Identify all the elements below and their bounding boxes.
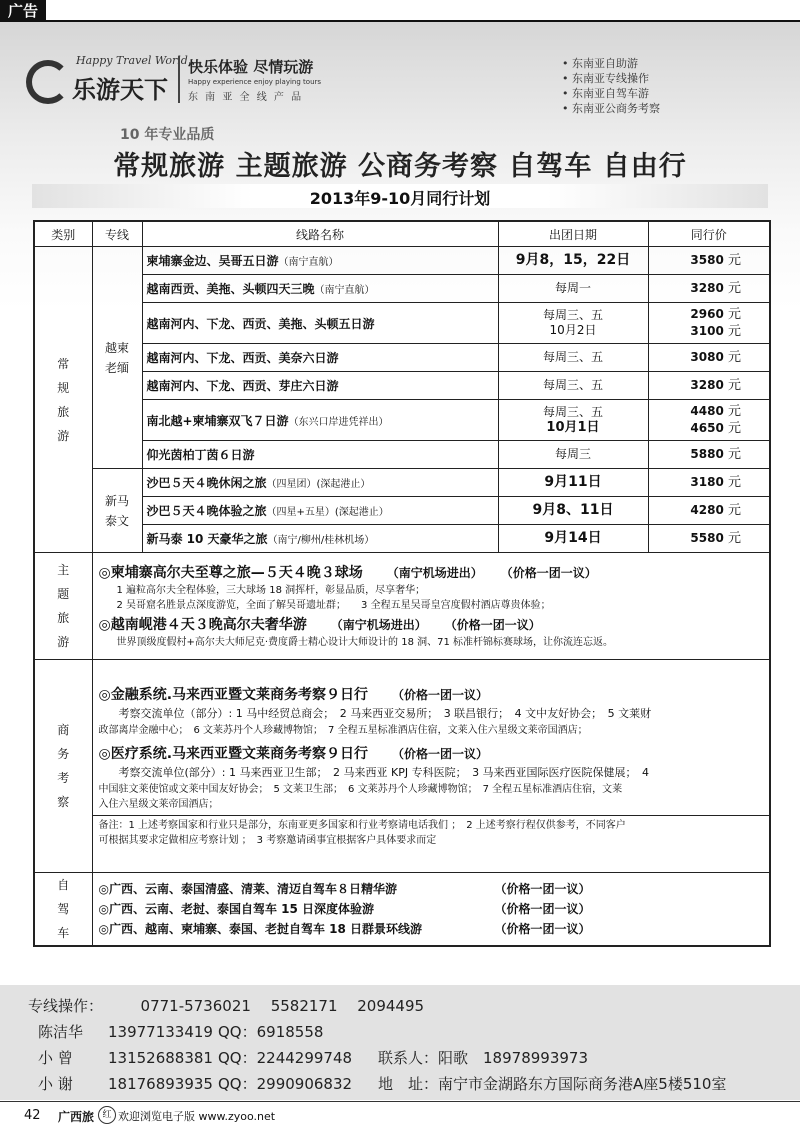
ops-phones: 专线操作： 0771-5736021 5582171 2094495 [28, 997, 425, 1015]
list-item: • 东南亚自助游 [562, 56, 660, 71]
table-row [34, 660, 770, 873]
table-header-row [34, 221, 770, 247]
route-price: 3280 元 [648, 372, 770, 400]
route-date: 每周三、五 [498, 344, 648, 372]
route-price: 3580 元 [648, 247, 770, 275]
route-date: 每周一 [498, 275, 648, 303]
package-detail: 考察交流单位（部分）: 1 马中经贸总商会； 2 马来西亚交易所； 3 联昌银行； 4 文中友好协会； 5 文莱财 [118, 706, 652, 720]
package-detail: 世界顶级度假村+高尔夫大师尼克·费度爵士精心设计大师设计的 18 洞、71 标准杆锦标赛球场，让你流连忘返。 [116, 636, 614, 648]
package-title: ◎医疗系统.马来西亚暨文莱商务考察９日行 （价格一团一议） [98, 745, 489, 762]
route-price: 2960 元 3100 元 [648, 303, 770, 344]
route-date: 9月14日 [498, 525, 648, 553]
route-name: 越南河内、下龙、西贡、芽庄六日游 [142, 372, 498, 400]
slogan-block [178, 56, 321, 103]
footer-brand: 广西旅 [58, 1110, 95, 1124]
package-detail: 1 遍粒高尔夫全程体验，三大球场 18 洞挥杆，彰显品质，尽享奢华； [116, 584, 426, 596]
lane-label: 越柬老缅 [104, 340, 129, 375]
route-name: 沙巴５天４晚体验之旅（四星+五星）(深起港止） [142, 497, 498, 525]
table-row [34, 873, 770, 947]
footer-rule [0, 1101, 800, 1102]
slogan: 快乐体验 尽情玩游 [188, 58, 314, 76]
package-detail: 中国驻文莱使馆或文莱中国友好协会； 5 文莱卫生部； 6 文莱苏丹个人珍藏博物馆； 7 全程五星标准酒店住宿，文莱 [98, 783, 623, 795]
route-name: 越南西贡、美拖、头顿四天三晚（南宁直航） [142, 275, 498, 303]
table-row [34, 275, 770, 303]
category-regular [34, 247, 92, 553]
contact-panel [0, 985, 800, 1100]
package-detail: 考察交流单位(部分）: 1 马来西亚卫生部； 2 马来西亚 KPJ 专科医院； 3 马来西亚国际医疗医院保健展； 4 [118, 765, 650, 779]
route-date: 每周三 [498, 441, 648, 469]
wave-logo-icon [26, 60, 70, 104]
route-name: 沙巴５天４晚休闲之旅（四星团）(深起港止） [142, 469, 498, 497]
list-item: ◎广西、云南、泰国清盛、清莱、清迈自驾车８日精华游 （价格一团一议） [98, 882, 591, 896]
category-business [34, 660, 92, 873]
drive-packages [92, 873, 770, 947]
col-price: 同行价 [648, 221, 770, 247]
col-route: 线路名称 [142, 221, 498, 247]
contact-row: 小 谢 18176893935 QQ：2990906832 地 址：南宁市金湖路东方国际商务港A座5楼510室 [38, 1075, 727, 1093]
headline: 常规旅游 主题旅游 公商务考察 自驾车 自由行 [113, 151, 687, 182]
route-date: 9月8，15，22日 [498, 247, 648, 275]
route-name: 柬埔寨金边、吴哥五日游（南宁直航） [142, 247, 498, 275]
contact-row: 陈洁华 13977133419 QQ：6918558 [38, 1023, 324, 1041]
category-label: 商务考察 [57, 723, 70, 809]
route-date: 每周三、五 10月1日 [498, 400, 648, 441]
table-row [34, 441, 770, 469]
tour-plan-table [33, 220, 771, 947]
table-row [34, 400, 770, 441]
category-label: 主题旅游 [57, 563, 70, 649]
lane-sea [92, 469, 142, 553]
route-price: 3080 元 [648, 344, 770, 372]
table-row [34, 469, 770, 497]
route-price: 3280 元 [648, 275, 770, 303]
route-price: 4280 元 [648, 497, 770, 525]
lane-vietnam [92, 247, 142, 469]
list-item: ◎广西、云南、老挝、泰国自驾车 15 日深度体验游 （价格一团一议） [98, 902, 591, 916]
table-row [34, 344, 770, 372]
package-detail: 入住六星级文莱帝国酒店； [98, 798, 219, 810]
ad-label: 广告 [0, 0, 46, 22]
business-packages [92, 660, 770, 873]
slogan-sub: 东 南 亚 全 线 产 品 [188, 92, 304, 103]
package-detail: 政部离岸金融中心； 6 文莱苏丹个人珍藏博物馆； 7 全程五星标准酒店住宿，文莱入住六星级文莱帝国酒店； [98, 724, 588, 736]
route-date: 9月11日 [498, 469, 648, 497]
category-label: 常规旅游 [57, 356, 70, 443]
route-price: 5880 元 [648, 441, 770, 469]
magazine-logo-icon: 红 [98, 1106, 116, 1124]
route-name: 南北越+柬埔寨双飞７日游（东兴口岸进凭祥出） [142, 400, 498, 441]
table-row [34, 372, 770, 400]
list-item: • 东南亚自驾车游 [562, 86, 660, 101]
tagline: 10 年专业品质 [120, 127, 215, 143]
route-price: 4480 元 4650 元 [648, 400, 770, 441]
route-name: 新马泰 10 天豪华之旅（南宁/柳州/桂林机场） [142, 525, 498, 553]
col-category: 类别 [34, 221, 92, 247]
package-detail: 2 吴哥窟名胜景点深度游览，全面了解吴哥遗址群； 3 全程五星吴哥皇宫度假村酒店尊贵体验； [116, 599, 551, 611]
col-date: 出团日期 [498, 221, 648, 247]
route-name: 仰光茵柏丁茵６日游 [142, 441, 498, 469]
brand-name-cn: 乐游天下 [72, 76, 168, 104]
route-price: 3180 元 [648, 469, 770, 497]
footer-site: 欢迎浏览电子版 www.zyoo.net [118, 1110, 276, 1123]
route-name: 越南河内、下龙、西贡、美奈六日游 [142, 344, 498, 372]
theme-packages [92, 553, 770, 660]
route-date: 每周三、五 [498, 372, 648, 400]
route-name: 越南河内、下龙、西贡、美拖、头顿五日游 [142, 303, 498, 344]
category-label: 自驾车 [57, 878, 70, 940]
category-drive [34, 873, 92, 947]
table-row [34, 497, 770, 525]
category-theme [34, 553, 92, 660]
table-row [34, 303, 770, 344]
table-row [34, 247, 770, 275]
page-number: 42 [24, 1108, 41, 1123]
package-title: ◎柬埔寨高尔夫至尊之旅—５天４晚３球场 （南宁机场进出） （价格一团一议） [98, 564, 597, 581]
page-title: 2013年9-10月同行计划 [309, 189, 491, 208]
list-item: • 东南亚专线操作 [562, 71, 660, 86]
table-row [34, 553, 770, 660]
brand-name-en: Happy Travel World [76, 54, 188, 67]
route-date: 9月8、11日 [498, 497, 648, 525]
route-price: 5580 元 [648, 525, 770, 553]
remark-line: 备注：1 上述考察国家和行业只是部分，东南亚更多国家和行业考察请电话我们 ； 2 上述考察行程仅供参考，不同客户 [98, 819, 626, 831]
list-item: • 东南亚公商务考察 [562, 101, 660, 116]
package-title: ◎越南岘港４天３晚高尔夫奢华游 （南宁机场进出） （价格一团一议） [98, 616, 541, 633]
list-item: ◎广西、越南、柬埔寨、泰国、老挝自驾车 18 日群景环线游 （价格一团一议） [98, 922, 591, 936]
table-row [34, 525, 770, 553]
col-lane: 专线 [92, 221, 142, 247]
slogan-en: Happy experience enjoy playing tours [188, 78, 322, 86]
remark-line: 可根据其要求定做相应考察计划 ； 3 考察邀请函事宜根据客户具体要求而定 [98, 834, 437, 846]
service-list [562, 56, 660, 116]
contact-row: 小 曾 13152688381 QQ：2244299748 联系人：阳歌 18978993973 [38, 1049, 588, 1067]
route-date: 每周三、五 10月2日 [498, 303, 648, 344]
lane-label: 新马泰文 [104, 493, 129, 528]
package-title: ◎金融系统.马来西亚暨文莱商务考察９日行 （价格一团一议） [98, 686, 489, 703]
